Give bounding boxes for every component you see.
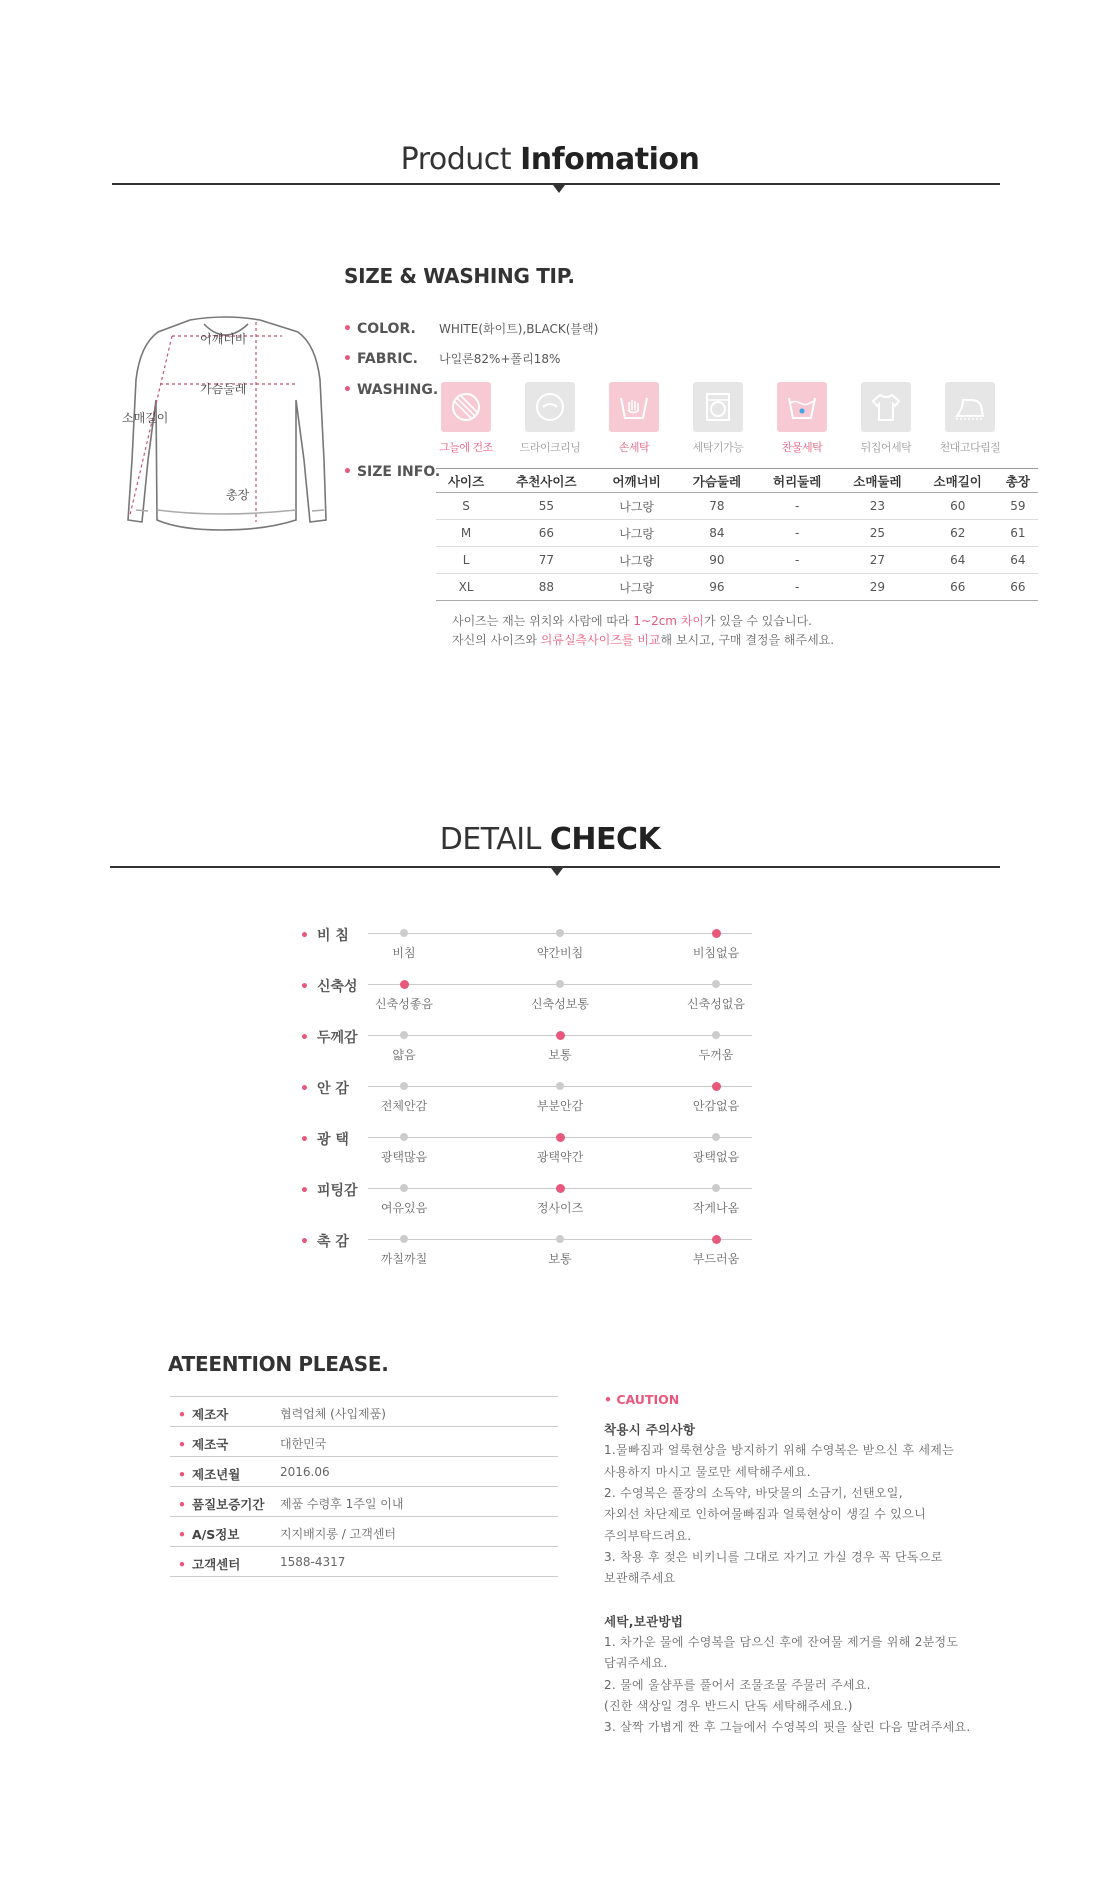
caution-heading: 세탁,보관방법 [604, 1613, 684, 1629]
cell: 나그랑 [597, 574, 677, 601]
wash-label: 천대고다림질 [939, 441, 1001, 454]
shade-dry-icon [449, 390, 483, 424]
wash-item-washing-machine [676, 382, 760, 455]
size-table [436, 468, 1038, 601]
caution-line: 주의부탁드려요. [604, 1528, 692, 1543]
wash-item-shade-dry [424, 382, 508, 455]
title-light: Product [400, 142, 521, 177]
caution-line: 2. 물에 울샴푸를 풀어서 조물조물 주물러 주세요. [604, 1677, 871, 1692]
color-value: WHITE(화이트),BLACK(블랙) [439, 322, 599, 336]
cell: 61 [998, 520, 1038, 547]
wash-item-iron-cloth [928, 382, 1012, 455]
table-row [436, 574, 1038, 601]
detail-option: 전체안감 [380, 1099, 428, 1113]
detail-option: 정사이즈 [536, 1201, 584, 1215]
info-row-customer-center: • 고객센터 1588-4317 [170, 1547, 558, 1577]
wash-label: 세탁기가능 [692, 441, 744, 454]
detail-option: 신축성좋음 [375, 997, 433, 1011]
detail-option: 부분안감 [536, 1099, 584, 1113]
col-header: 가슴둘레 [677, 469, 757, 493]
detail-option: 신축성없음 [687, 997, 745, 1011]
info-row-date: • 제조년월 2016.06 [170, 1457, 558, 1487]
caution-line: 보관해주세요 [604, 1571, 676, 1586]
detail-selected-dot [712, 1082, 721, 1091]
cell: 64 [918, 547, 998, 574]
detail-dot [556, 1235, 564, 1243]
detail-option: 비침 [392, 946, 416, 960]
detail-label: • 피팅감 [300, 1183, 358, 1199]
cell: S [436, 493, 496, 520]
cell: 25 [837, 520, 917, 547]
cell: 나그랑 [597, 493, 677, 520]
table-row [436, 547, 1038, 574]
title-light: DETAIL [439, 822, 550, 857]
caution-line: 2. 수영복은 풀장의 소독약, 바닷물의 소금기, 선탠오일, [604, 1485, 903, 1500]
detail-dot [400, 1184, 408, 1192]
detail-option: 보통 [548, 1048, 572, 1062]
wash-label: 드라이크리닝 [519, 441, 581, 454]
cell: 66 [918, 574, 998, 601]
col-header: 소매둘레 [837, 469, 917, 493]
detail-option: 여유있음 [380, 1201, 428, 1215]
detail-dot [712, 1133, 720, 1141]
cell: - [757, 493, 837, 520]
detail-option: 비침없음 [692, 946, 740, 960]
info-row-country: • 제조국 대한민국 [170, 1427, 558, 1457]
info-row-warranty: • 품질보증기간 제품 수령후 1주일 이내 [170, 1487, 558, 1517]
caution-line: 3. 살짝 가볍게 짠 후 그늘에서 수영복의 핏을 살린 다음 말려주세요. [604, 1720, 971, 1735]
divider-notch-icon [553, 185, 565, 193]
detail-option: 얇음 [392, 1048, 416, 1062]
cell: 88 [496, 574, 596, 601]
detail-dot [400, 1082, 408, 1090]
cell: 29 [837, 574, 917, 601]
fabric-value: 나일론82%+폴리18% [439, 352, 561, 366]
caution-line: 3. 착용 후 젖은 비키니를 그대로 자기고 가실 경우 꼭 단독으로 [604, 1549, 943, 1564]
detail-label: • 광 택 [300, 1132, 349, 1148]
wash-item-dry-clean [508, 382, 592, 455]
caution-line: 담궈주세요. [604, 1656, 668, 1671]
table-row [436, 493, 1038, 520]
cell: 62 [918, 520, 998, 547]
cell: 나그랑 [597, 520, 677, 547]
title-bold: Infomation [520, 142, 700, 177]
col-header: 사이즈 [436, 469, 496, 493]
cell: 78 [677, 493, 757, 520]
col-header: 총장 [998, 469, 1038, 493]
cell: - [757, 574, 837, 601]
detail-option: 광택많음 [380, 1150, 428, 1164]
detail-option: 안감없음 [692, 1099, 740, 1113]
wash-item-hand-wash [592, 382, 676, 455]
size-note-1: 사이즈는 재는 위치와 사람에 따라 1~2cm 차이가 있을 수 있습니다. [452, 614, 812, 628]
cell: 90 [677, 547, 757, 574]
diagram-label-shoulder: 어깨너비 [200, 332, 247, 346]
col-header: 허리둘레 [757, 469, 837, 493]
diagram-label-sleeve: 소매길이 [122, 411, 169, 425]
detail-selected-dot [712, 929, 721, 938]
info-row-as: • A/S정보 지지배지롱 / 고객센터 [170, 1517, 558, 1547]
cell: 77 [496, 547, 596, 574]
size-washing-title: SIZE & WASHING TIP. [344, 264, 575, 288]
detail-dot [712, 1031, 720, 1039]
detail-selected-dot [400, 980, 409, 989]
detail-label: • 두께감 [300, 1030, 358, 1046]
detail-option: 약간비침 [536, 946, 584, 960]
cell: 60 [918, 493, 998, 520]
detail-dot [712, 980, 720, 988]
title-bold: CHECK [549, 822, 661, 857]
detail-option: 까칠까칠 [380, 1252, 428, 1266]
detail-selected-dot [556, 1184, 565, 1193]
divider-notch-icon [551, 868, 563, 876]
detail-label: • 안 감 [300, 1081, 349, 1097]
cell: 나그랑 [597, 547, 677, 574]
size-table-header [436, 469, 1038, 493]
cell: 55 [496, 493, 596, 520]
wash-item-inside-out [844, 382, 928, 455]
detail-dot [400, 1031, 408, 1039]
detail-label: • 비 침 [300, 928, 349, 944]
wash-label: 찬물세탁 [781, 441, 823, 454]
fabric-label: • FABRIC. [343, 351, 418, 367]
table-row [436, 520, 1038, 547]
caution-label: • CAUTION [604, 1392, 680, 1407]
diagram-label-chest: 가슴둘레 [200, 382, 247, 396]
wash-label: 그늘에 건조 [439, 441, 493, 454]
detail-dot [556, 929, 564, 937]
section-title-product-info [0, 142, 1100, 177]
caution-line: 자외선 차단제로 인하여물빠짐과 얼룩현상이 생길 수 있으니 [604, 1507, 926, 1522]
cell: 66 [998, 574, 1038, 601]
color-label: • COLOR. [343, 321, 416, 337]
wash-label: 뒤집어세탁 [860, 441, 912, 454]
cell: - [757, 547, 837, 574]
detail-dot [400, 929, 408, 937]
detail-dot [556, 980, 564, 988]
detail-option: 신축성보통 [531, 997, 589, 1011]
iron-cloth-icon [953, 390, 987, 424]
caution-heading: 착용시 주의사항 [604, 1422, 696, 1437]
info-row-manufacturer: • 제조자 협력업체 (사입제품) [170, 1397, 558, 1427]
caution-line: (진한 색상일 경우 반드시 단독 세탁해주세요.) [604, 1698, 853, 1713]
caution-line: 1.물빠짐과 얼룩현상을 방지하기 위해 수영복은 받으신 후 세제는 [604, 1443, 955, 1458]
detail-option: 광택약간 [536, 1150, 584, 1164]
cell: 64 [998, 547, 1038, 574]
caution-line: 1. 차가운 물에 수영복을 담으신 후에 잔여물 제거를 위해 2분정도 [604, 1635, 959, 1649]
dry-clean-icon [533, 390, 567, 424]
cold-water-icon [785, 390, 819, 424]
cell: L [436, 547, 496, 574]
col-header: 어깨너비 [597, 469, 677, 493]
wash-item-cold-water [760, 382, 844, 455]
wash-label: 손세탁 [618, 441, 650, 454]
detail-selected-dot [556, 1031, 565, 1040]
detail-label: • 촉 감 [300, 1234, 349, 1250]
cell: 59 [998, 493, 1038, 520]
cell: XL [436, 574, 496, 601]
cell: 23 [837, 493, 917, 520]
inside-out-icon [869, 390, 903, 424]
cell: - [757, 520, 837, 547]
detail-option: 두꺼움 [698, 1048, 734, 1062]
caution-line: 사용하지 마시고 물로만 세탁해주세요. [604, 1464, 811, 1479]
diagram-label-length: 총장 [226, 488, 250, 502]
detail-dot [400, 1133, 408, 1141]
detail-selected-dot [556, 1133, 565, 1142]
hand-wash-icon [617, 390, 651, 424]
detail-selected-dot [712, 1235, 721, 1244]
detail-option: 작게나옴 [692, 1201, 740, 1215]
detail-dot [400, 1235, 408, 1243]
cell: 27 [837, 547, 917, 574]
col-header: 소매길이 [918, 469, 998, 493]
cell: 66 [496, 520, 596, 547]
cell: 96 [677, 574, 757, 601]
washing-machine-icon [701, 390, 735, 424]
detail-label: • 신축성 [300, 979, 358, 995]
size-note-2: 자신의 사이즈와 의류실측사이즈를 비교해 보시고, 구매 결정을 해주세요. [452, 633, 835, 647]
cell: 84 [677, 520, 757, 547]
detail-dot [556, 1082, 564, 1090]
col-header: 추천사이즈 [496, 469, 596, 493]
detail-option: 광택없음 [692, 1150, 740, 1164]
cell: M [436, 520, 496, 547]
washing-label: • WASHING. [343, 382, 439, 398]
detail-option: 보통 [548, 1252, 572, 1266]
detail-option: 부드러움 [692, 1252, 740, 1266]
section-title-detail-check [0, 822, 1100, 857]
attention-title: ATEENTION PLEASE. [168, 1352, 389, 1376]
size-info-label: • SIZE INFO. [343, 464, 441, 480]
detail-dot [712, 1184, 720, 1192]
